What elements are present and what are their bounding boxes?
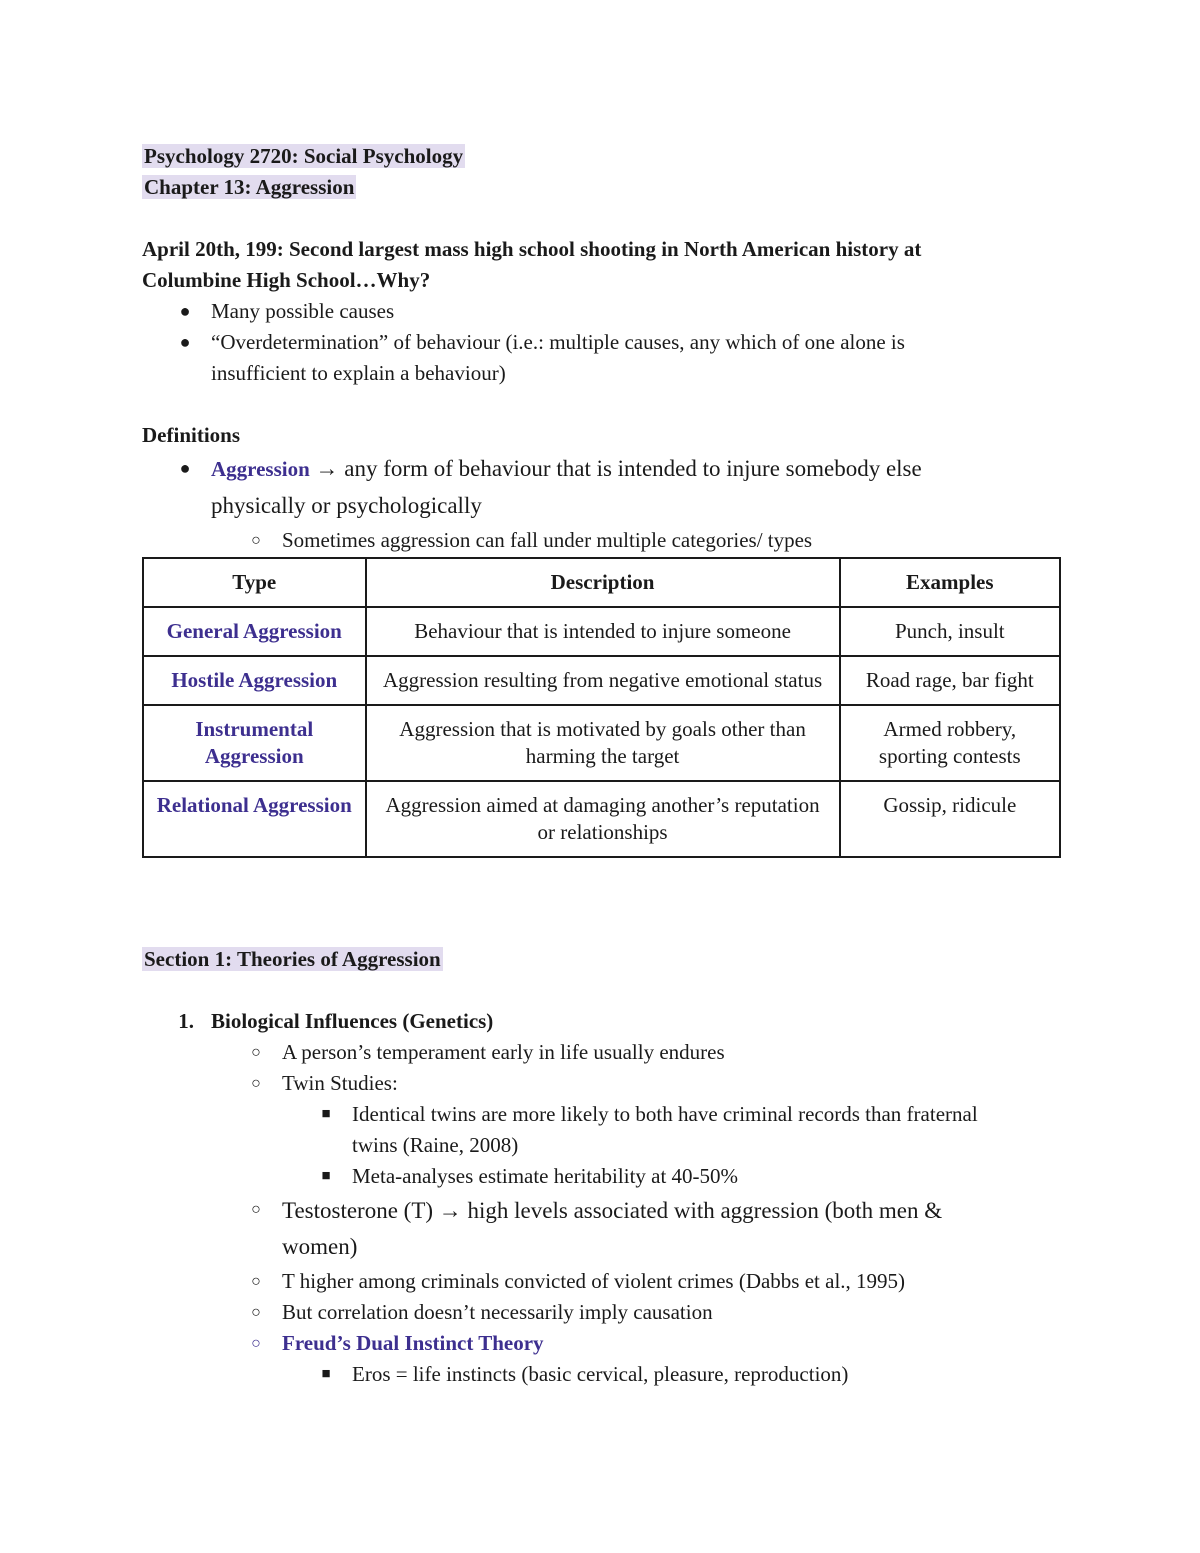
table-header-type: Type <box>143 558 366 607</box>
bullet-disc-icon: ● <box>179 458 191 478</box>
bullet-circle-icon: ○ <box>251 532 261 549</box>
intro-bullet-2-line-1: “Overdetermination” of behaviour (i.e.: multiple causes, any which of one alone is <box>211 330 905 354</box>
bullet-square-icon: ■ <box>321 1168 331 1184</box>
twins-point-line-2: twins (Raine, 2008) <box>352 1133 519 1157</box>
examples-cell: Armed robbery, sporting contests <box>840 705 1060 781</box>
chapter-title: Chapter 13: Aggression <box>144 175 355 199</box>
examples-cell: Road rage, bar fight <box>840 656 1060 705</box>
bullet-square-icon: ■ <box>321 1106 331 1122</box>
list-number: 1. <box>178 1009 194 1033</box>
twins-point-line-1: Identical twins are more likely to both have criminal records than fraternal <box>352 1102 978 1126</box>
bullet-circle-icon: ○ <box>251 1201 261 1218</box>
intro-bullet-1: Many possible causes <box>211 299 395 323</box>
bullet-disc-icon: ● <box>179 301 191 321</box>
aggression-definition-line-2: physically or psychologically <box>211 493 482 518</box>
arrow-icon: → <box>315 456 339 481</box>
item-1-title: Biological Influences (Genetics) <box>211 1009 494 1033</box>
aggression-definition-line-1 <box>211 452 922 486</box>
table-row <box>143 607 1060 656</box>
bullet-circle-icon: ○ <box>251 1273 261 1290</box>
type-cell: Hostile Aggression <box>143 656 366 705</box>
table-row <box>143 656 1060 705</box>
twin-studies-point: Twin Studies: <box>282 1071 398 1095</box>
examples-cell: Gossip, ridicule <box>840 781 1060 857</box>
type-cell: Instrumental Aggression <box>143 705 366 781</box>
bullet-circle-icon: ○ <box>251 1075 261 1092</box>
testosterone-point-line-1: Testosterone (T) → high levels associated with aggression (both men & <box>282 1198 943 1223</box>
aggression-definition-text: any form of behaviour that is intended to injure somebody else <box>344 456 922 481</box>
bullet-circle-icon: ○ <box>251 1335 261 1352</box>
freud-theory-point: Freud’s Dual Instinct Theory <box>282 1331 544 1355</box>
table-header-row <box>143 558 1060 607</box>
intro-bullet-2-line-2: insufficient to explain a behaviour) <box>211 361 506 385</box>
table-header-description: Description <box>366 558 840 607</box>
examples-cell: Punch, insult <box>840 607 1060 656</box>
type-cell: Relational Aggression <box>143 781 366 857</box>
description-cell: Aggression aimed at damaging another’s reputation or relationships <box>366 781 840 857</box>
definitions-heading: Definitions <box>142 423 241 447</box>
table-row <box>143 781 1060 857</box>
correlation-point: But correlation doesn’t necessarily imply causation <box>282 1300 713 1324</box>
section-1-heading: Section 1: Theories of Aggression <box>144 947 441 971</box>
testosterone-point-line-2: women) <box>282 1234 358 1259</box>
table-row <box>143 705 1060 781</box>
table-header-examples: Examples <box>840 558 1060 607</box>
course-title-line <box>142 141 465 172</box>
aggression-types-table <box>142 557 1061 858</box>
bullet-circle-icon: ○ <box>251 1044 261 1061</box>
intro-heading-line-2: Columbine High School…Why? <box>142 268 431 292</box>
type-cell: General Aggression <box>143 607 366 656</box>
description-cell: Aggression resulting from negative emotional status <box>366 656 840 705</box>
t-higher-point: T higher among criminals convicted of violent crimes (Dabbs et al., 1995) <box>282 1269 906 1293</box>
temperament-point: A person’s temperament early in life usually endures <box>282 1040 725 1064</box>
course-title: Psychology 2720: Social Psychology <box>144 144 464 168</box>
chapter-title-line <box>142 172 356 203</box>
aggression-sub-bullet: Sometimes aggression can fall under multiple categories/ types <box>282 528 813 552</box>
eros-point: Eros = life instincts (basic cervical, pleasure, reproduction) <box>352 1362 849 1386</box>
bullet-circle-icon: ○ <box>251 1304 261 1321</box>
description-cell: Behaviour that is intended to injure someone <box>366 607 840 656</box>
description-cell: Aggression that is motivated by goals other than harming the target <box>366 705 840 781</box>
intro-heading-line-1: April 20th, 199: Second largest mass high school shooting in North American history at <box>142 237 922 261</box>
section-1-heading-line <box>142 944 443 975</box>
aggression-term: Aggression <box>211 457 310 481</box>
bullet-disc-icon: ● <box>179 332 191 352</box>
bullet-square-icon: ■ <box>321 1366 331 1382</box>
meta-analyses-point: Meta-analyses estimate heritability at 40-50% <box>352 1164 739 1188</box>
